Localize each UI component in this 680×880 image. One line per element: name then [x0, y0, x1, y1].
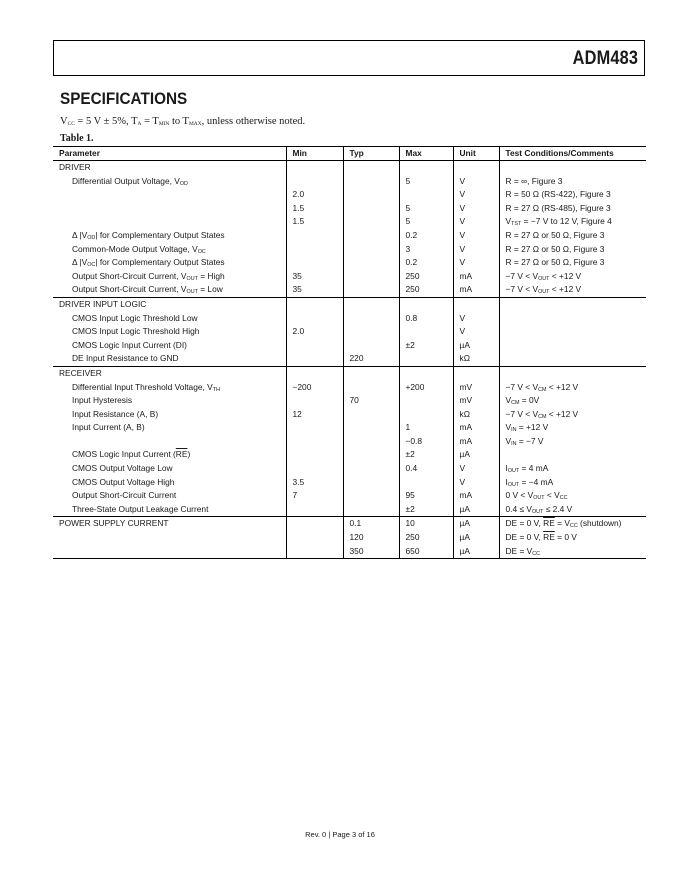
table-row: [53, 312, 646, 326]
table-row: [53, 381, 646, 395]
document-title: ADM483: [572, 48, 638, 69]
cell-parameter: Three-State Output Leakage Current: [72, 503, 209, 514]
cell-min: 35: [286, 283, 343, 297]
cell-test-conditions: DE = 0 V, $\overline{RE} = 0$ V: [499, 531, 646, 545]
cell-min: [286, 243, 343, 257]
cell-max: 5: [399, 175, 453, 189]
cell-typ: 0.1: [343, 517, 399, 531]
cell-parameter: [53, 188, 286, 202]
cell-test-conditions: R = 50 Ω (RS-422), Figure 3: [499, 188, 646, 202]
cell-min: [286, 366, 343, 380]
cell-typ: [343, 243, 399, 257]
cell-min: 2.0: [286, 188, 343, 202]
cell-typ: [343, 325, 399, 339]
test-conditions-note: $V_{CC} = 5$ V ± 5%, $T_A = T_{MIN}$ to $T_{MAX}$, unless otherwise noted.: [60, 116, 306, 127]
cell-min: [286, 421, 343, 435]
table-row: [53, 297, 646, 311]
cell-unit: V: [453, 325, 499, 339]
cell-typ: [343, 448, 399, 462]
cell-typ: [343, 229, 399, 243]
table-label: Table 1.: [60, 133, 94, 144]
cell-parameter: CMOS Input Logic Threshold High: [72, 326, 200, 337]
cell-typ: [343, 215, 399, 229]
table-row: [53, 503, 646, 517]
cell-parameter: [53, 545, 286, 559]
cell-min: [286, 297, 343, 311]
cell-unit: mA: [453, 270, 499, 284]
cell-max: [399, 325, 453, 339]
table-row: [53, 489, 646, 503]
cell-test-conditions: $V_{CM} = 0V$: [499, 394, 646, 408]
cell-typ: [343, 256, 399, 270]
cell-min: [286, 339, 343, 353]
cell-test-conditions: [499, 161, 646, 175]
cell-parameter: Common-Mode Output Voltage, $V_{OC}$: [72, 243, 206, 255]
column-header-test-conditions: Test Conditions/Comments: [499, 147, 646, 161]
column-header-typ: Typ: [343, 147, 399, 161]
table-row: [53, 394, 646, 408]
column-header-parameter: Parameter: [53, 147, 286, 161]
cell-unit: V: [453, 243, 499, 257]
cell-unit: [453, 366, 499, 380]
cell-max: 250: [399, 283, 453, 297]
cell-typ: [343, 312, 399, 326]
cell-parameter: [53, 531, 286, 545]
cell-unit: µA: [453, 448, 499, 462]
cell-unit: mA: [453, 283, 499, 297]
table-row: [53, 462, 646, 476]
page-footer: Rev. 0 | Page 3 of 16: [305, 830, 375, 839]
cell-max: ±2: [399, 503, 453, 517]
cell-min: [286, 448, 343, 462]
cell-min: 7: [286, 489, 343, 503]
cell-typ: [343, 489, 399, 503]
table-row: [53, 256, 646, 270]
cell-min: [286, 312, 343, 326]
cell-max: [399, 188, 453, 202]
cell-min: [286, 256, 343, 270]
cell-test-conditions: R = ∞, Figure 3: [499, 175, 646, 189]
cell-typ: [343, 188, 399, 202]
cell-unit: V: [453, 462, 499, 476]
cell-min: [286, 175, 343, 189]
cell-max: +200: [399, 381, 453, 395]
cell-parameter: DRIVER: [53, 161, 286, 175]
table-row: [53, 229, 646, 243]
section-title: SPECIFICATIONS: [60, 89, 188, 108]
cell-test-conditions: [499, 352, 646, 366]
cell-typ: [343, 503, 399, 517]
cell-max: [399, 161, 453, 175]
cell-unit: mA: [453, 421, 499, 435]
cell-test-conditions: −7 $V < V_{OUT} < +12$ V: [499, 270, 646, 284]
table-row: [53, 161, 646, 175]
table-row: [53, 531, 646, 545]
cell-test-conditions: 0 $V < V_{OUT} < V_{CC}$: [499, 489, 646, 503]
cell-typ: [343, 381, 399, 395]
cell-max: 5: [399, 202, 453, 216]
cell-min: −200: [286, 381, 343, 395]
table-body: [53, 161, 646, 559]
cell-parameter: Differential Input Threshold Voltage, $V_{TH}$: [72, 381, 220, 393]
cell-parameter: Δ $|V_{OC}|$ for Complementary Output States: [72, 257, 225, 269]
cell-typ: [343, 161, 399, 175]
cell-max: [399, 366, 453, 380]
cell-test-conditions: $V_{IN} = -7$ V: [499, 435, 646, 449]
cell-min: [286, 394, 343, 408]
cell-min: [286, 462, 343, 476]
cell-unit: µA: [453, 517, 499, 531]
cell-min: 1.5: [286, 215, 343, 229]
cell-min: [286, 503, 343, 517]
table-row: [53, 325, 646, 339]
cell-max: [399, 408, 453, 422]
cell-min: 3.5: [286, 476, 343, 490]
cell-typ: [343, 421, 399, 435]
cell-test-conditions: R = 27 Ω or 50 Ω, Figure 3: [499, 229, 646, 243]
cell-max: [399, 476, 453, 490]
cell-typ: [343, 366, 399, 380]
cell-unit: V: [453, 202, 499, 216]
cell-test-conditions: DE = $V_{CC}$: [499, 545, 646, 559]
cell-parameter: Output Short-Circuit Current, $V_{OUT}$ = Low: [72, 284, 223, 296]
cell-parameter: Output Short-Circuit Current, $V_{OUT}$ = High: [72, 270, 225, 282]
table-row: [53, 448, 646, 462]
table-row: [53, 517, 646, 531]
cell-typ: [343, 462, 399, 476]
cell-parameter: Δ $|V_{OD}|$ for Complementary Output States: [72, 229, 225, 241]
cell-test-conditions: [499, 339, 646, 353]
table-row: [53, 243, 646, 257]
cell-max: 3: [399, 243, 453, 257]
cell-typ: 70: [343, 394, 399, 408]
cell-test-conditions: [499, 325, 646, 339]
cell-parameter: CMOS Output Voltage Low: [72, 463, 173, 474]
cell-unit: V: [453, 175, 499, 189]
table-row: [53, 188, 646, 202]
cell-max: 650: [399, 545, 453, 559]
table-row: [53, 270, 646, 284]
cell-parameter: CMOS Logic Input Current $(\overline{RE})$: [72, 449, 191, 460]
cell-test-conditions: [499, 448, 646, 462]
header-box: [53, 40, 645, 76]
cell-parameter: DRIVER INPUT LOGIC: [53, 297, 286, 311]
cell-max: 0.4: [399, 462, 453, 476]
cell-parameter: CMOS Logic Input Current (DI): [72, 339, 187, 350]
cell-max: 0.8: [399, 312, 453, 326]
cell-max: [399, 394, 453, 408]
cell-max: ±2: [399, 448, 453, 462]
cell-unit: mV: [453, 381, 499, 395]
cell-max: 1: [399, 421, 453, 435]
cell-max: −0.8: [399, 435, 453, 449]
cell-parameter: CMOS Input Logic Threshold Low: [72, 312, 198, 323]
cell-unit: V: [453, 188, 499, 202]
cell-min: [286, 435, 343, 449]
cell-typ: [343, 435, 399, 449]
cell-max: 0.2: [399, 256, 453, 270]
cell-unit: V: [453, 312, 499, 326]
cell-typ: 220: [343, 352, 399, 366]
cell-parameter: Input Resistance (A, B): [72, 408, 159, 419]
table-row: [53, 202, 646, 216]
cell-unit: V: [453, 476, 499, 490]
cell-typ: [343, 408, 399, 422]
cell-unit: µA: [453, 503, 499, 517]
cell-unit: µA: [453, 545, 499, 559]
cell-parameter: [53, 435, 286, 449]
cell-min: [286, 531, 343, 545]
cell-min: [286, 545, 343, 559]
cell-unit: mA: [453, 435, 499, 449]
cell-max: 10: [399, 517, 453, 531]
cell-unit: V: [453, 256, 499, 270]
cell-max: [399, 297, 453, 311]
table-row: [53, 215, 646, 229]
cell-test-conditions: [499, 366, 646, 380]
cell-max: 5: [399, 215, 453, 229]
cell-typ: 350: [343, 545, 399, 559]
table-row: [53, 339, 646, 353]
cell-unit: V: [453, 215, 499, 229]
cell-parameter: [53, 215, 286, 229]
cell-test-conditions: R = 27 Ω or 50 Ω, Figure 3: [499, 256, 646, 270]
cell-test-conditions: −7 $V < V_{CM} < +12$ V: [499, 408, 646, 422]
specifications-table: [53, 146, 646, 559]
cell-typ: 120: [343, 531, 399, 545]
table-row: [53, 476, 646, 490]
cell-unit: [453, 161, 499, 175]
table-row: [53, 175, 646, 189]
cell-max: [399, 352, 453, 366]
cell-min: 12: [286, 408, 343, 422]
cell-test-conditions: −7 $V < V_{OUT} < +12$ V: [499, 283, 646, 297]
cell-unit: µA: [453, 531, 499, 545]
cell-max: 95: [399, 489, 453, 503]
column-header-min: Min: [286, 147, 343, 161]
column-header-unit: Unit: [453, 147, 499, 161]
cell-parameter: DE Input Resistance to GND: [72, 353, 179, 364]
cell-typ: [343, 283, 399, 297]
table-row: [53, 435, 646, 449]
table-row: [53, 545, 646, 559]
table-header-row: [53, 147, 646, 161]
cell-test-conditions: DE = 0 V, $\overline{RE} = V_{CC}$ (shutdown): [499, 517, 646, 531]
table-row: [53, 421, 646, 435]
cell-unit: mA: [453, 489, 499, 503]
cell-parameter: CMOS Output Voltage High: [72, 476, 175, 487]
cell-min: 35: [286, 270, 343, 284]
cell-typ: [343, 339, 399, 353]
cell-parameter: Differential Output Voltage, $V_{OD}$: [72, 175, 188, 187]
cell-unit: kΩ: [453, 352, 499, 366]
cell-max: 250: [399, 270, 453, 284]
cell-typ: [343, 175, 399, 189]
cell-test-conditions: −7 $V < V_{CM} < +12$ V: [499, 381, 646, 395]
cell-test-conditions: $V_{IN} = +12$ V: [499, 421, 646, 435]
cell-min: [286, 229, 343, 243]
table-row: [53, 352, 646, 366]
cell-max: 0.2: [399, 229, 453, 243]
cell-typ: [343, 270, 399, 284]
cell-min: [286, 161, 343, 175]
cell-max: ±2: [399, 339, 453, 353]
cell-unit: mV: [453, 394, 499, 408]
cell-parameter: [53, 202, 286, 216]
cell-max: 250: [399, 531, 453, 545]
cell-unit: V: [453, 229, 499, 243]
cell-test-conditions: $V_{TST} = -7$ V to 12 V, Figure 4: [499, 215, 646, 229]
column-header-max: Max: [399, 147, 453, 161]
cell-min: [286, 352, 343, 366]
cell-parameter: Input Current (A, B): [72, 422, 145, 433]
cell-test-conditions: [499, 312, 646, 326]
cell-min: 2.0: [286, 325, 343, 339]
cell-parameter: RECEIVER: [53, 366, 286, 380]
table-row: [53, 283, 646, 297]
cell-typ: [343, 476, 399, 490]
cell-min: 1.5: [286, 202, 343, 216]
table-row: [53, 408, 646, 422]
table-row: [53, 366, 646, 380]
cell-test-conditions: $0.4 \le V_{OUT} \le 2.4$ V: [499, 503, 646, 517]
cell-test-conditions: [499, 297, 646, 311]
cell-test-conditions: R = 27 Ω or 50 Ω, Figure 3: [499, 243, 646, 257]
cell-typ: [343, 202, 399, 216]
cell-parameter: Input Hysteresis: [72, 395, 133, 406]
cell-unit: [453, 297, 499, 311]
cell-unit: µA: [453, 339, 499, 353]
cell-test-conditions: $I_{OUT} = 4$ mA: [499, 462, 646, 476]
cell-typ: [343, 297, 399, 311]
cell-test-conditions: R = 27 Ω (RS-485), Figure 3: [499, 202, 646, 216]
cell-min: [286, 517, 343, 531]
cell-parameter: POWER SUPPLY CURRENT: [53, 517, 286, 531]
cell-test-conditions: $I_{OUT} = -4$ mA: [499, 476, 646, 490]
cell-parameter: Output Short-Circuit Current: [72, 490, 177, 501]
cell-unit: kΩ: [453, 408, 499, 422]
